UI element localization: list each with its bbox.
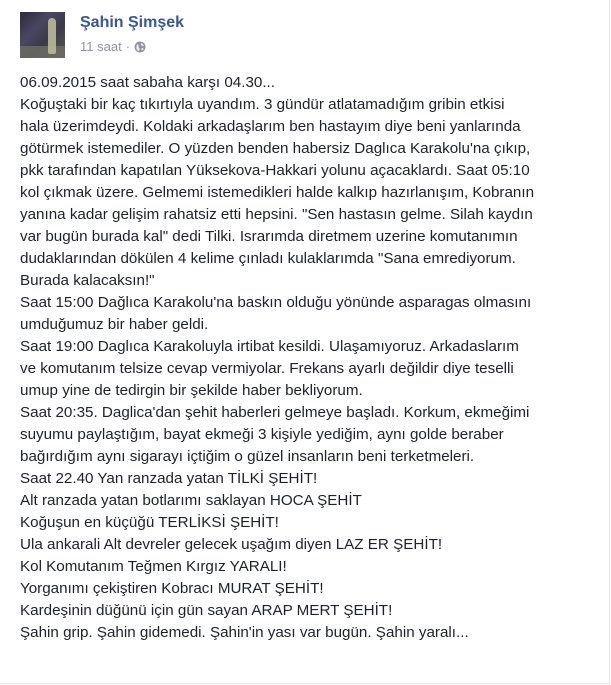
post-line: umup yine de tedirgin bir şekilde haber bekliyorum. (20, 382, 363, 399)
post-line: Ula ankarali Alt devreler gelecek uşağım diyen LAZ ER ŞEHİT! (20, 536, 443, 553)
post-line: bağırdığım aynı sigarayı içtiğim o güzel insanların beni terketmeleri. (20, 448, 475, 465)
post-line: Alt ranzada yatan botlarımı saklayan HOCA ŞEHİT (20, 492, 362, 509)
post-line: var bugün burada kal" dedi Tilki. Israrımda diretmem uzerine komutanımın (20, 228, 518, 245)
post-line: Koğuştaki bir kaç tıkırtıyla uyandım. 3 gündür atlatamadığım gribin etkisi (20, 96, 505, 113)
globe-icon[interactable] (134, 41, 146, 53)
post-line: kol çıkmak üzere. Gelmemi istemedikleri halde kalkıp hazırlanışım, Kobranın (20, 184, 535, 201)
post-line: hala üzerimdeydi. Koldaki arkadaşlarım ben hastayım diye beni yanlarında (20, 118, 521, 135)
post-line: Saat 19:00 Daglıca Karakoluyla irtibat kesildi. Ulaşamıyoruz. Arkadaslarım (20, 338, 519, 355)
post-body (20, 72, 600, 644)
avatar[interactable] (20, 12, 65, 58)
author-name[interactable]: Şahin Şimşek (80, 14, 185, 31)
post-line: Şahin grip. Şahin gidemedi. Şahin'in yası var bugün. Şahin yaralı... (20, 624, 469, 641)
post-line: Kardeşinin düğünü için gün sayan ARAP MERT ŞEHİT! (20, 602, 393, 619)
post-line: Kol Komutanım Teğmen Kırgız YARALI! (20, 558, 287, 575)
post-line: 06.09.2015 saat sabaha karşı 04.30... (20, 74, 275, 91)
post-line: yanına kadar gelişim rahatsiz etti hepsini. "Sen hastasın gelme. Silah kaydın (20, 206, 533, 223)
post-line: Saat 20:35. Daglica'dan şehit haberleri gelmeye başladı. Korkum, ekmeğimi (20, 404, 530, 421)
post-line: Koğuşun en küçüğü TERLİKSİ ŞEHİT! (20, 514, 279, 531)
post-meta (80, 39, 146, 54)
post-line: dudaklarından dökülen 4 kelime çınladı kulaklarımda "Sana emrediyorum. (20, 250, 516, 267)
post-line: Saat 22.40 Yan ranzada yatan TİLKİ ŞEHİT! (20, 470, 318, 487)
post-line: ve komutanım telsize cevap vermiyolar. Frekans ayarlı değildir diye teselli (20, 360, 514, 377)
post-line: umduğumuz bir haber geldi. (20, 316, 209, 333)
meta-separator: · (125, 39, 131, 54)
avatar-photo-figure (48, 18, 56, 54)
post-line: Saat 15:00 Dağlıca Karakolu'na baskın olduğu yönünde asparagas olmasını (20, 294, 532, 311)
avatar-photo-ground (20, 46, 65, 58)
post-timestamp[interactable]: 11 saat (80, 39, 122, 54)
post-line: pkk tarafından kapatılan Yüksekova-Hakkari yolunu açacaklardı. Saat 05:10 (20, 162, 530, 179)
post-line: suyumu paylaştığım, bayat ekmeği 3 kişiyle yediğim, aynı golde beraber (20, 426, 504, 443)
post-line: götürmek istemediler. O yüzden benden habersiz Daglıca Karakolu'na çıkıp, (20, 140, 531, 157)
post-line: Yorganımı çekiştiren Kobracı MURAT ŞEHİT! (20, 580, 324, 597)
post-line: Burada kalacaksın!" (20, 272, 155, 289)
